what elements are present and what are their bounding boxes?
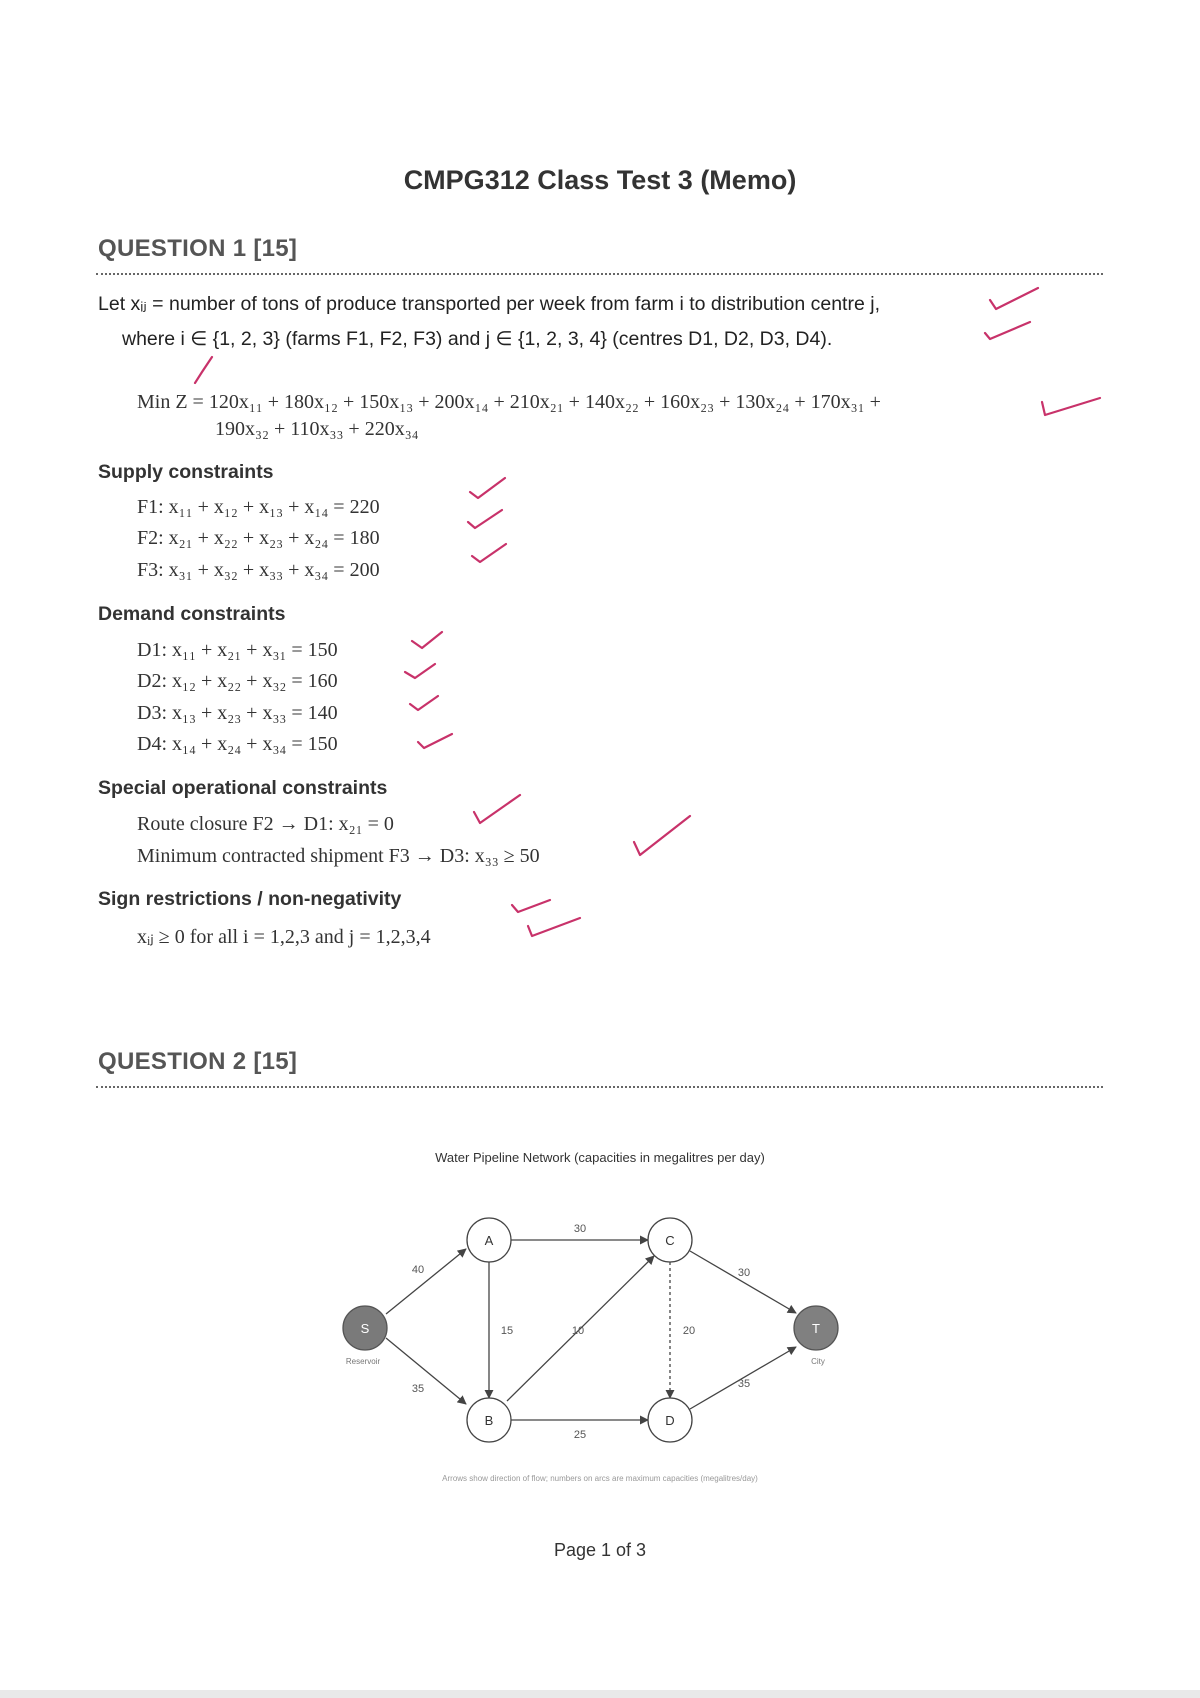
tick-mark <box>470 478 505 498</box>
demand-constraint-d1: D1: x₁₁ + x₂₁ + x₃₁ = 150 <box>137 639 338 661</box>
node-t-label: T <box>812 1321 820 1336</box>
tick-mark <box>474 795 520 823</box>
page-title: CMPG312 Class Test 3 (Memo) <box>403 165 797 195</box>
capacity-label-d-t: 35 <box>737 1378 751 1390</box>
edge-s-a <box>386 1249 466 1314</box>
capacity-label-c-d: 20 <box>682 1325 696 1337</box>
capacity-label-a-c: 30 <box>573 1223 587 1235</box>
diagram-caption: Arrows show direction of flow; numbers on arcs are maximum capacities (megalitres/day) <box>442 1474 758 1483</box>
non-negativity-constraint: xᵢⱼ ≥ 0 for all i = 1,2,3 and j = 1,2,3,4 <box>137 926 431 948</box>
tick-mark <box>1042 398 1100 415</box>
tick-mark <box>472 544 506 562</box>
supply-constraint-f3: F3: x₃₁ + x₃₂ + x₃₃ + x₃₄ = 200 <box>137 559 380 581</box>
route-closure-constraint: Route closure F2 → D1: x₂₁ = 0 <box>137 813 394 835</box>
minimum-shipment-constraint: Minimum contracted shipment F3 → D3: x₃₃ ≥ 50 <box>137 845 540 867</box>
supply-constraint-f1: F1: x₁₁ + x₁₂ + x₁₃ + x₁₄ = 220 <box>137 496 380 518</box>
node-a-label: A <box>484 1233 494 1248</box>
question-2-heading: QUESTION 2 [15] <box>98 1048 298 1075</box>
node-s-label: S <box>360 1321 370 1336</box>
pipeline-network-diagram <box>0 1180 1200 1500</box>
tick-mark <box>418 734 452 748</box>
supply-constraints-heading: Supply constraints <box>98 461 274 483</box>
capacity-label-b-c: 10 <box>571 1325 585 1337</box>
variable-definition-line-1: Let xᵢⱼ = number of tons of produce transported per week from farm i to distribution centre j, <box>98 293 880 315</box>
node-c-label: C <box>665 1233 675 1248</box>
divider <box>96 273 1103 275</box>
demand-constraint-d3: D3: x₁₃ + x₂₃ + x₃₃ = 140 <box>137 702 338 724</box>
demand-constraints-heading: Demand constraints <box>98 603 286 625</box>
divider <box>96 1086 1103 1088</box>
objective-function-line-1: Min Z = 120x₁₁ + 180x₁₂ + 150x₁₃ + 200x₁₄ + 210x₂₁ + 140x₂₂ + 160x₂₃ + 130x₂₄ + 170x₃₁ + <box>137 391 881 413</box>
tick-mark <box>410 696 438 710</box>
node-d-label: D <box>665 1413 675 1428</box>
demand-constraint-d4: D4: x₁₄ + x₂₄ + x₃₄ = 150 <box>137 733 338 755</box>
variable-definition-line-2: where i ∈ {1, 2, 3} (farms F1, F2, F3) and j ∈ {1, 2, 3, 4} (centres D1, D2, D3, D4). <box>122 328 833 350</box>
tick-mark <box>528 918 580 936</box>
capacity-label-c-t: 30 <box>737 1267 751 1279</box>
capacity-label-s-b: 35 <box>411 1383 425 1395</box>
sign-restrictions-heading: Sign restrictions / non-negativity <box>98 888 402 910</box>
tick-mark <box>405 664 435 678</box>
tick-mark <box>990 288 1038 309</box>
capacity-label-a-b: 15 <box>500 1325 514 1337</box>
page-number: Page 1 of 3 <box>553 1540 647 1560</box>
question-1-heading: QUESTION 1 [15] <box>98 235 298 262</box>
tick-mark <box>512 900 550 912</box>
tick-mark <box>412 632 442 648</box>
objective-function-line-2: 190x₃₂ + 110x₃₃ + 220x₃₄ <box>215 418 419 440</box>
tick-mark <box>985 322 1030 339</box>
node-s-caption: Reservoir <box>345 1357 381 1366</box>
scan-edge <box>0 1690 1200 1698</box>
diagram-title: Water Pipeline Network (capacities in megalitres per day) <box>435 1150 765 1165</box>
tick-mark <box>634 816 690 855</box>
tick-mark <box>195 357 212 383</box>
edge-s-b <box>386 1338 466 1404</box>
supply-constraint-f2: F2: x₂₁ + x₂₂ + x₂₃ + x₂₄ = 180 <box>137 527 380 549</box>
capacity-label-b-d: 25 <box>573 1429 587 1441</box>
special-constraints-heading: Special operational constraints <box>98 777 388 799</box>
node-t-caption: City <box>811 1357 825 1366</box>
edge-c-t <box>690 1251 796 1313</box>
tick-mark <box>468 510 502 528</box>
demand-constraint-d2: D2: x₁₂ + x₂₂ + x₃₂ = 160 <box>137 670 338 692</box>
node-b-label: B <box>484 1413 494 1428</box>
capacity-label-s-a: 40 <box>411 1264 425 1276</box>
